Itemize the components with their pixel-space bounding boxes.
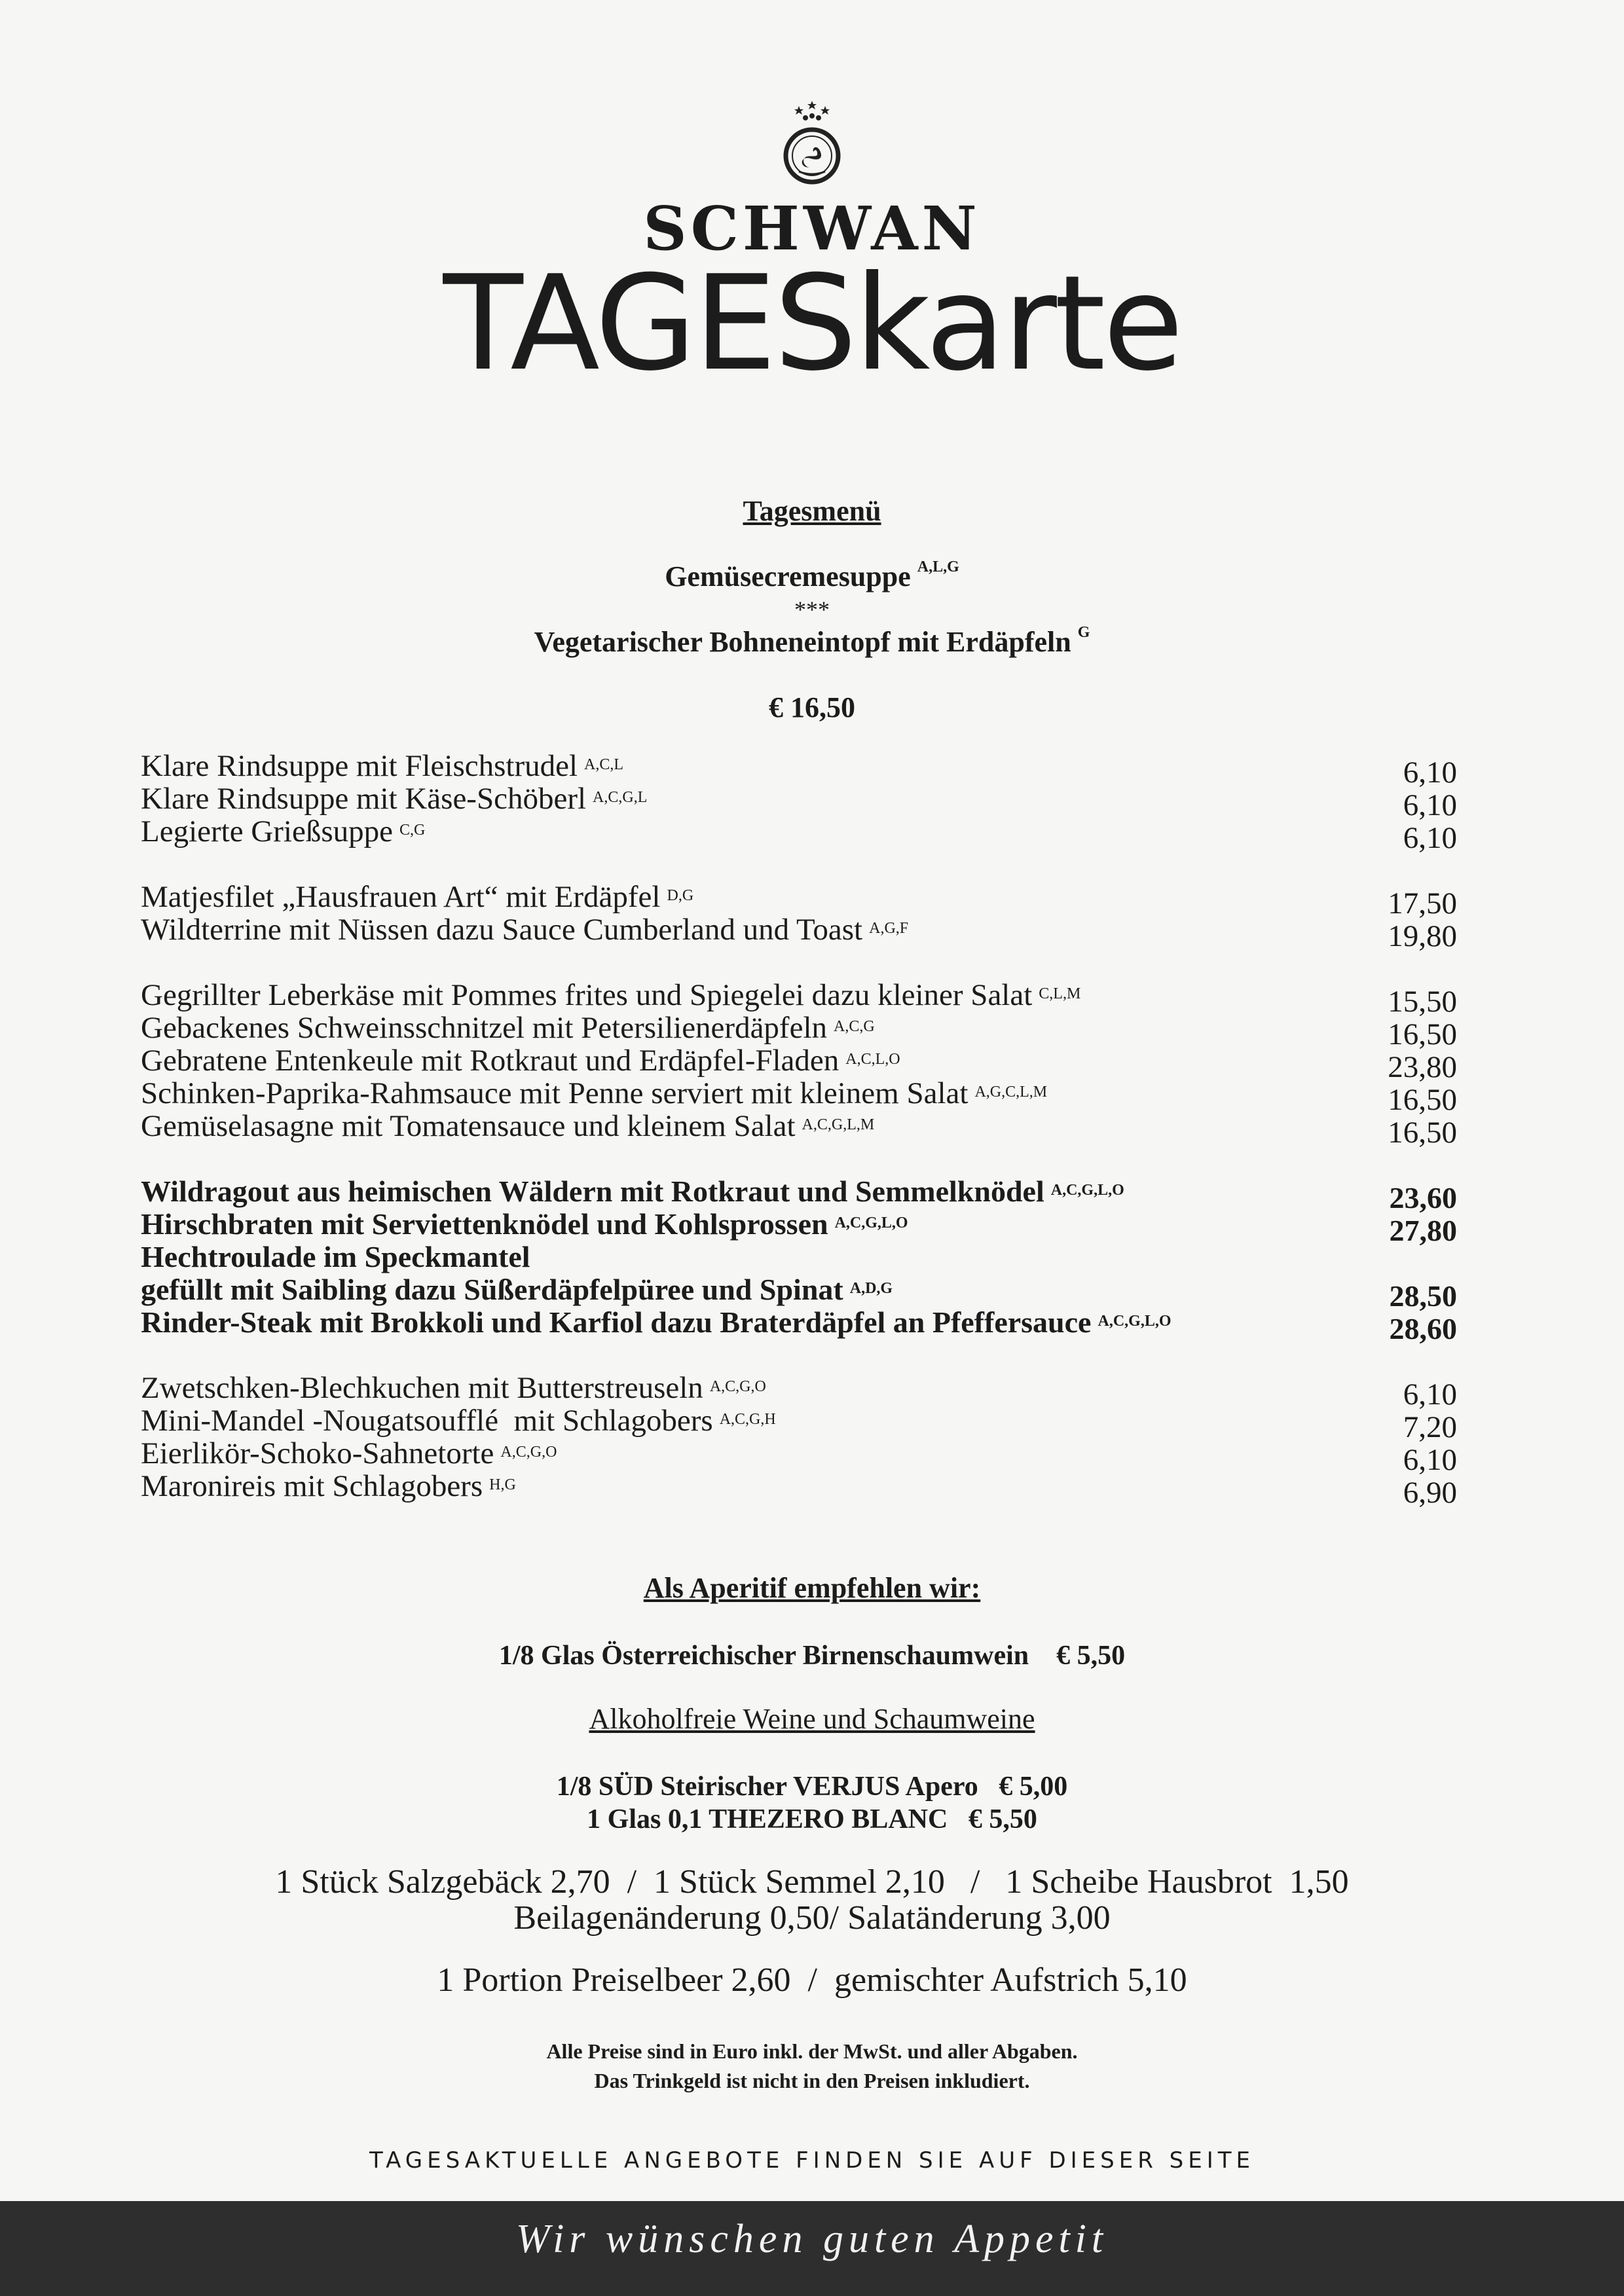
dish-allergens: A,C,L,O xyxy=(845,1051,900,1068)
dish-allergens: A,C,G,L,O xyxy=(834,1214,908,1231)
dish-price: 6,10 xyxy=(1403,788,1457,822)
dish-allergens: A,C,G,O xyxy=(709,1378,766,1395)
dish-price: 28,50 xyxy=(1389,1279,1457,1313)
dish-name: Eierlikör-Schoko-Sahnetorte xyxy=(141,1436,494,1470)
dish-row xyxy=(141,1076,1457,1117)
dish-allergens: A,C,L xyxy=(584,756,624,773)
dish-allergens: A,G,F xyxy=(869,920,909,937)
dish-allergens: A,D,G xyxy=(849,1280,893,1297)
brand-name: SCHWAN xyxy=(643,193,981,264)
dish-allergens: A,C,G,H xyxy=(719,1411,776,1428)
course-1-allergens: A,L,G xyxy=(917,558,959,575)
dish-allergens: C,L,M xyxy=(1039,985,1081,1002)
dish-price: 6,10 xyxy=(1403,1443,1457,1477)
dish-row xyxy=(141,1207,1457,1247)
extras-line xyxy=(0,1961,1624,1999)
dish-row xyxy=(141,1011,1457,1051)
aperitif-heading-text: Als Aperitif empfehlen wir: xyxy=(643,1572,981,1604)
dish-price: 16,50 xyxy=(1388,1116,1457,1150)
alcohol-free-item-price: € 5,00 xyxy=(999,1772,1068,1802)
dish-name: Rinder-Steak mit Brokkoli und Karfiol dazu Braterdäpfel an Pfeffersauce xyxy=(141,1305,1092,1339)
dish-allergens: A,C,G xyxy=(834,1018,875,1035)
dish-row xyxy=(141,913,1457,953)
dish-allergens: A,G,C,L,M xyxy=(974,1084,1048,1101)
dish-name: Mini-Mandel -Nougatsoufflé mit Schlagobers xyxy=(141,1404,713,1438)
dish-name: Gemüselasagne mit Tomatensauce und kleinem Salat xyxy=(141,1109,796,1143)
dish-price: 27,80 xyxy=(1389,1214,1457,1247)
dish-allergens: A,C,G,L xyxy=(593,789,648,806)
dish-price: 17,50 xyxy=(1388,886,1457,920)
dish-row xyxy=(141,1305,1457,1345)
dish-name: Matjesfilet „Hausfrauen Art“ mit Erdäpfel xyxy=(141,880,661,914)
dish-row xyxy=(141,1273,1457,1313)
extras-line xyxy=(0,1863,1624,1901)
dish-row xyxy=(141,1404,1457,1444)
dish-name: Hechtroulade im Speckmantel xyxy=(141,1240,530,1273)
dish-name: Klare Rindsuppe mit Käse-Schöberl xyxy=(141,782,587,816)
aperitif-item-name: 1/8 Glas Österreichischer Birnenschaumwein xyxy=(498,1641,1029,1671)
dish-price: 7,20 xyxy=(1403,1410,1457,1444)
course-2-allergens: G xyxy=(1077,624,1090,641)
dish-allergens: D,G xyxy=(667,887,694,904)
dish-row xyxy=(141,1469,1457,1510)
dish-allergens: A,C,G,L,M xyxy=(802,1116,875,1133)
alcohol-free-item-price: € 5,50 xyxy=(968,1804,1037,1834)
dish-name: Gebratene Entenkeule mit Rotkraut und Erdäpfel-Fladen xyxy=(141,1044,840,1078)
dish-price: 28,60 xyxy=(1389,1312,1457,1345)
swan-logo-icon xyxy=(779,98,845,196)
tagline: TAGESAKTUELLE ANGEBOTE FINDEN SIE AUF DIESER SEITE xyxy=(369,2147,1255,2174)
dish-price: 19,80 xyxy=(1388,919,1457,953)
price-note: Alle Preise sind in Euro inkl. der MwSt. und aller Abgaben. xyxy=(546,2039,1078,2063)
dish-price: 16,50 xyxy=(1388,1083,1457,1117)
dish-row xyxy=(141,814,1457,855)
tagesmenu-price: € 16,50 xyxy=(769,691,855,723)
alcohol-free-item xyxy=(0,1804,1624,1835)
footer-text: Wir wünschen guten Appetit xyxy=(515,2217,1109,2261)
aperitif-item-price: € 5,50 xyxy=(1056,1641,1126,1671)
dish-row xyxy=(141,1371,1457,1412)
page-title xyxy=(0,247,1624,400)
dish-price: 23,60 xyxy=(1389,1181,1457,1214)
tagesmenu-heading xyxy=(0,494,1624,528)
dish-name: Wildterrine mit Nüssen dazu Sauce Cumberland und Toast xyxy=(141,913,863,947)
dish-allergens: H,G xyxy=(489,1476,516,1493)
alcohol-free-heading-text: Alkoholfreie Weine und Schaumweine xyxy=(589,1703,1035,1735)
course-separator: *** xyxy=(794,596,830,623)
title-part-1: TAGES xyxy=(443,247,855,400)
extras-line-text: 1 Portion Preiselbeer 2,60 / gemischter Aufstrich 5,10 xyxy=(437,1961,1187,1999)
alcohol-free-item-name: 1/8 SÜD Steirischer VERJUS Apero xyxy=(556,1772,978,1802)
aperitif-item xyxy=(0,1640,1624,1671)
dish-row xyxy=(141,1436,1457,1477)
alcohol-free-item-name: 1 Glas 0,1 THEZERO BLANC xyxy=(587,1804,948,1834)
aperitif-heading xyxy=(0,1571,1624,1605)
dish-row xyxy=(141,782,1457,822)
dish-name: Gegrillter Leberkäse mit Pommes frites und Spiegelei dazu kleiner Salat xyxy=(141,978,1033,1012)
dish-row xyxy=(141,1175,1457,1214)
alcohol-free-item xyxy=(0,1771,1624,1802)
dish-name: Hirschbraten mit Serviettenknödel und Kohlsprossen xyxy=(141,1207,828,1241)
dish-name: Wildragout aus heimischen Wäldern mit Rotkraut und Semmelknödel xyxy=(141,1175,1044,1208)
dish-price: 6,10 xyxy=(1403,821,1457,855)
dish-row xyxy=(141,1109,1457,1150)
tagesmenu-heading-text: Tagesmenü xyxy=(743,495,881,527)
tagesmenu-course-2 xyxy=(0,625,1624,659)
dish-allergens: A,C,G,L,O xyxy=(1050,1182,1124,1199)
extras-line xyxy=(0,1899,1624,1937)
dish-name: Maronireis mit Schlagobers xyxy=(141,1469,483,1503)
dish-row xyxy=(141,749,1457,790)
course-2-name: Vegetarischer Bohneneintopf mit Erdäpfeln xyxy=(534,626,1071,658)
tip-note: Das Trinkgeld ist nicht in den Preisen inkludiert. xyxy=(594,2069,1030,2092)
dish-name: Zwetschken-Blechkuchen mit Butterstreuseln xyxy=(141,1371,703,1405)
dish-price: 15,50 xyxy=(1388,985,1457,1019)
alcohol-free-heading xyxy=(0,1702,1624,1736)
dish-price: 6,10 xyxy=(1403,1377,1457,1412)
dish-row xyxy=(141,978,1457,1019)
dish-price: 16,50 xyxy=(1388,1017,1457,1051)
dish-row xyxy=(141,1241,1457,1273)
title-part-2: karte xyxy=(854,247,1181,400)
course-1-name: Gemüsecremesuppe xyxy=(665,560,911,592)
dish-row xyxy=(141,880,1457,920)
dish-row xyxy=(141,1044,1457,1084)
dish-name: Gebackenes Schweinsschnitzel mit Petersilienerdäpfeln xyxy=(141,1011,827,1045)
dish-price: 23,80 xyxy=(1388,1050,1457,1084)
dish-name: gefüllt mit Saibling dazu Süßerdäpfelpüree und Spinat xyxy=(141,1273,843,1306)
tagesmenu-course-1 xyxy=(0,560,1624,593)
dish-price: 6,90 xyxy=(1403,1476,1457,1510)
dish-allergens: C,G xyxy=(399,822,426,839)
dish-name: Klare Rindsuppe mit Fleischstrudel xyxy=(141,749,578,783)
extras-line-text: 1 Stück Salzgebäck 2,70 / 1 Stück Semmel 2,10 / 1 Scheibe Hausbrot 1,50 xyxy=(275,1863,1349,1901)
dish-allergens: A,C,G,L,O xyxy=(1098,1313,1172,1330)
dish-name: Legierte Grießsuppe xyxy=(141,814,393,848)
extras-line-text: Beilagenänderung 0,50/ Salatänderung 3,00 xyxy=(513,1899,1111,1937)
dish-allergens: A,C,G,O xyxy=(500,1444,557,1461)
dish-name: Schinken-Paprika-Rahmsauce mit Penne serviert mit kleinem Salat xyxy=(141,1076,969,1110)
dish-price: 6,10 xyxy=(1403,756,1457,790)
